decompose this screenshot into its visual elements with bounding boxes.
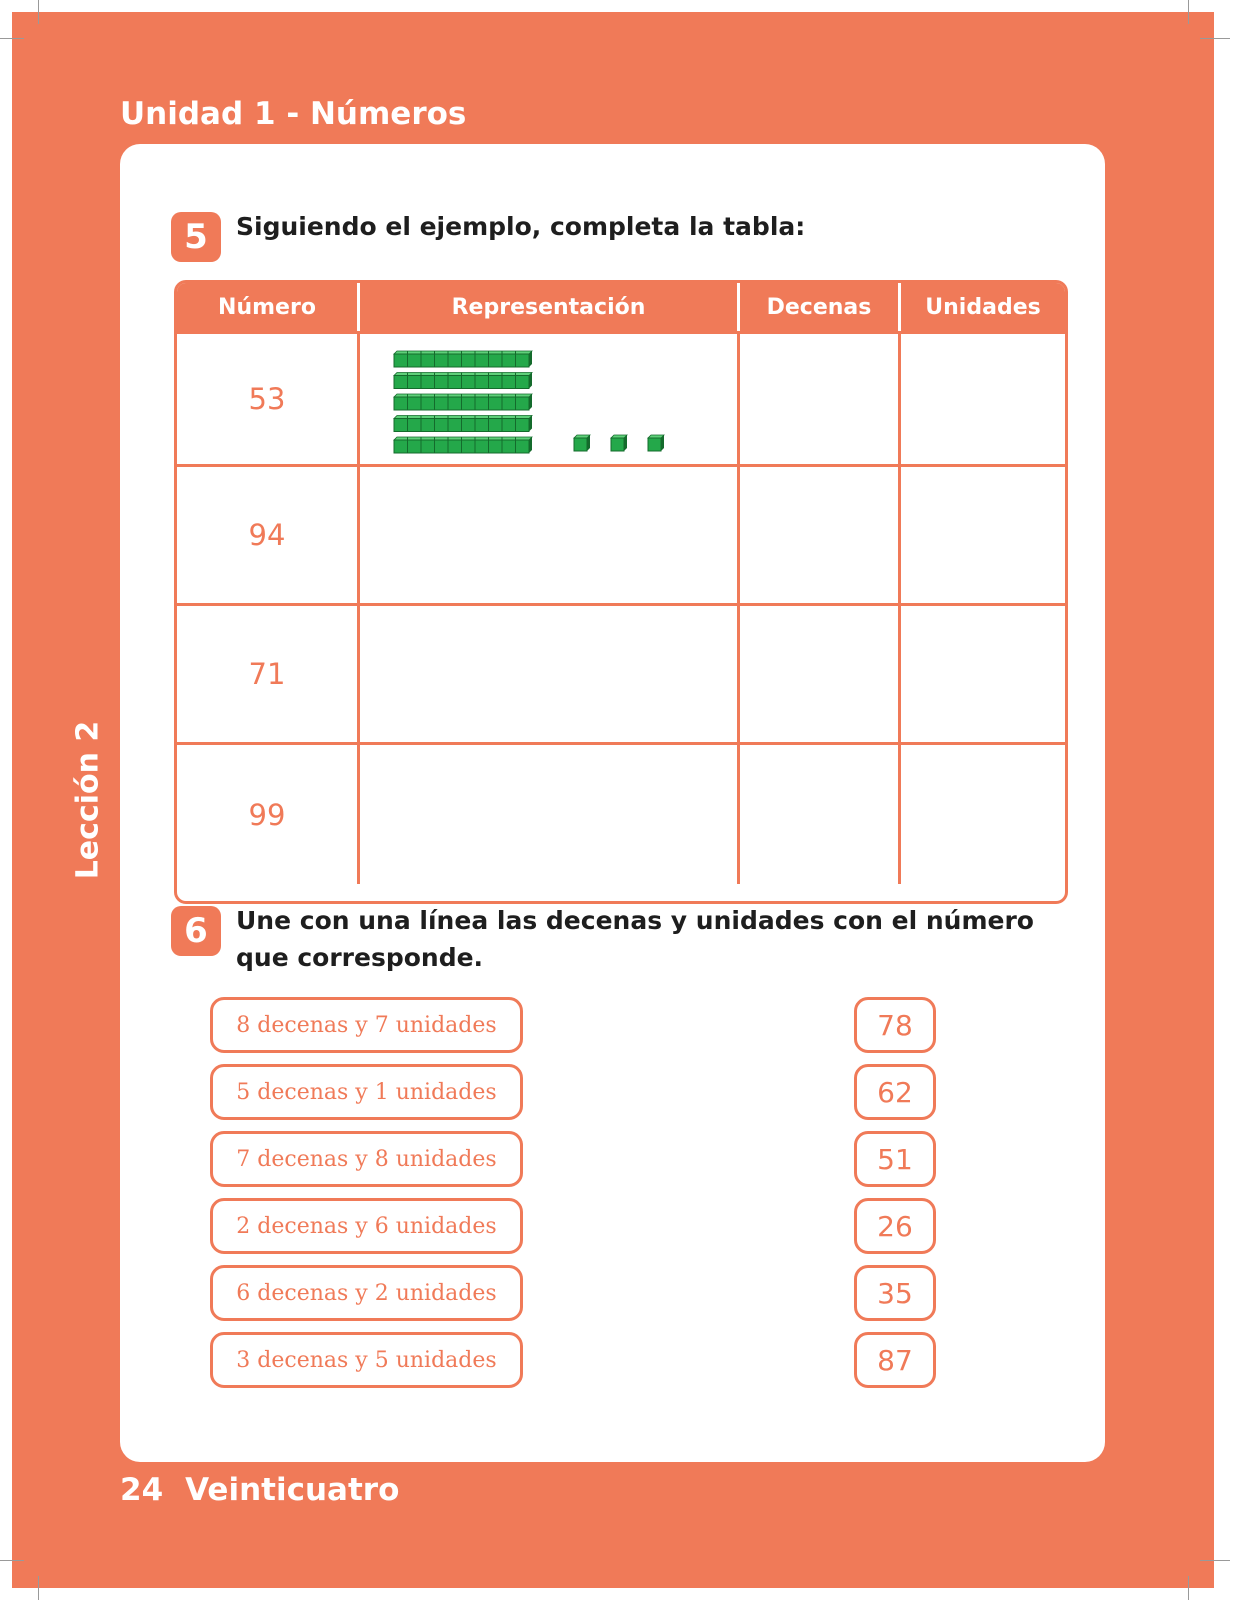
column-header-representacion: Representación — [360, 283, 740, 331]
column-header-unidades: Unidades — [925, 294, 1041, 320]
match-left-item[interactable]: 2 decenas y 6 unidades — [210, 1198, 523, 1254]
tens-answer-cell[interactable] — [740, 606, 901, 742]
unit-cube — [648, 435, 664, 451]
tens-rod — [394, 437, 532, 453]
page-footer — [120, 1472, 399, 1508]
crop-mark — [1200, 1560, 1230, 1561]
table-row — [177, 742, 1065, 884]
lesson-label: Lección 2 — [70, 720, 106, 880]
units-answer-cell[interactable] — [901, 467, 1065, 603]
exercise-5-instruction: Siguiendo el ejemplo, completa la tabla: — [236, 212, 806, 241]
match-left-item[interactable]: 7 decenas y 8 unidades — [210, 1131, 523, 1187]
match-left-item[interactable]: 5 decenas y 1 unidades — [210, 1064, 523, 1120]
page-number: 24 — [120, 1472, 164, 1508]
table-row — [177, 464, 1065, 603]
row-number: 53 — [177, 334, 360, 464]
tens-rod — [394, 373, 532, 389]
crop-mark — [38, 0, 39, 24]
tens-rod — [394, 394, 532, 410]
representation-answer-cell[interactable] — [360, 745, 740, 884]
unit-cube — [574, 435, 590, 451]
table-row — [177, 331, 1065, 464]
unit-cube — [611, 435, 627, 451]
tens-answer-cell[interactable] — [740, 467, 901, 603]
match-right-number[interactable]: 51 — [854, 1131, 936, 1187]
units-answer-cell[interactable] — [901, 334, 1065, 464]
crop-mark — [1188, 1576, 1189, 1600]
crop-mark — [38, 1576, 39, 1600]
tens-answer-cell[interactable] — [740, 745, 901, 884]
tens-answer-cell[interactable] — [740, 334, 901, 464]
row-number: 94 — [177, 467, 360, 603]
page-number-word: Veinticuatro — [185, 1472, 400, 1508]
match-left-item[interactable]: 3 decenas y 5 unidades — [210, 1332, 523, 1388]
tens-rod — [394, 416, 532, 432]
exercise-5-number: 5 — [171, 212, 221, 262]
exercise-6-number: 6 — [171, 906, 221, 956]
representation-cell — [360, 334, 740, 464]
place-value-table — [174, 280, 1068, 904]
column-header-decenas: Decenas — [740, 283, 901, 331]
units-answer-cell[interactable] — [901, 745, 1065, 884]
match-right-number[interactable]: 26 — [854, 1198, 936, 1254]
representation-answer-cell[interactable] — [360, 467, 740, 603]
match-right-number[interactable]: 87 — [854, 1332, 936, 1388]
crop-mark — [1188, 0, 1189, 24]
base-ten-blocks-illustration — [360, 334, 737, 467]
representation-answer-cell[interactable] — [360, 606, 740, 742]
table-header — [177, 283, 1065, 331]
table-row — [177, 603, 1065, 742]
instruction-line: que corresponde. — [236, 943, 484, 972]
match-left-item[interactable]: 8 decenas y 7 unidades — [210, 997, 523, 1053]
worksheet-card — [120, 144, 1105, 1462]
tens-rod — [394, 351, 532, 367]
instruction-line: Une con una línea las decenas y unidades con el número — [236, 906, 1034, 935]
exercise-6-instruction — [236, 902, 1034, 976]
unit-title: Unidad 1 - Números — [120, 96, 467, 132]
units-answer-cell[interactable] — [901, 606, 1065, 742]
crop-mark — [0, 38, 24, 39]
match-right-number[interactable]: 62 — [854, 1064, 936, 1120]
row-number: 71 — [177, 606, 360, 742]
crop-mark — [1200, 38, 1230, 39]
match-right-number[interactable]: 35 — [854, 1265, 936, 1321]
match-left-item[interactable]: 6 decenas y 2 unidades — [210, 1265, 523, 1321]
column-header-numero: Número — [177, 283, 360, 331]
row-number: 99 — [177, 745, 360, 884]
match-right-number[interactable]: 78 — [854, 997, 936, 1053]
crop-mark — [0, 1560, 24, 1561]
